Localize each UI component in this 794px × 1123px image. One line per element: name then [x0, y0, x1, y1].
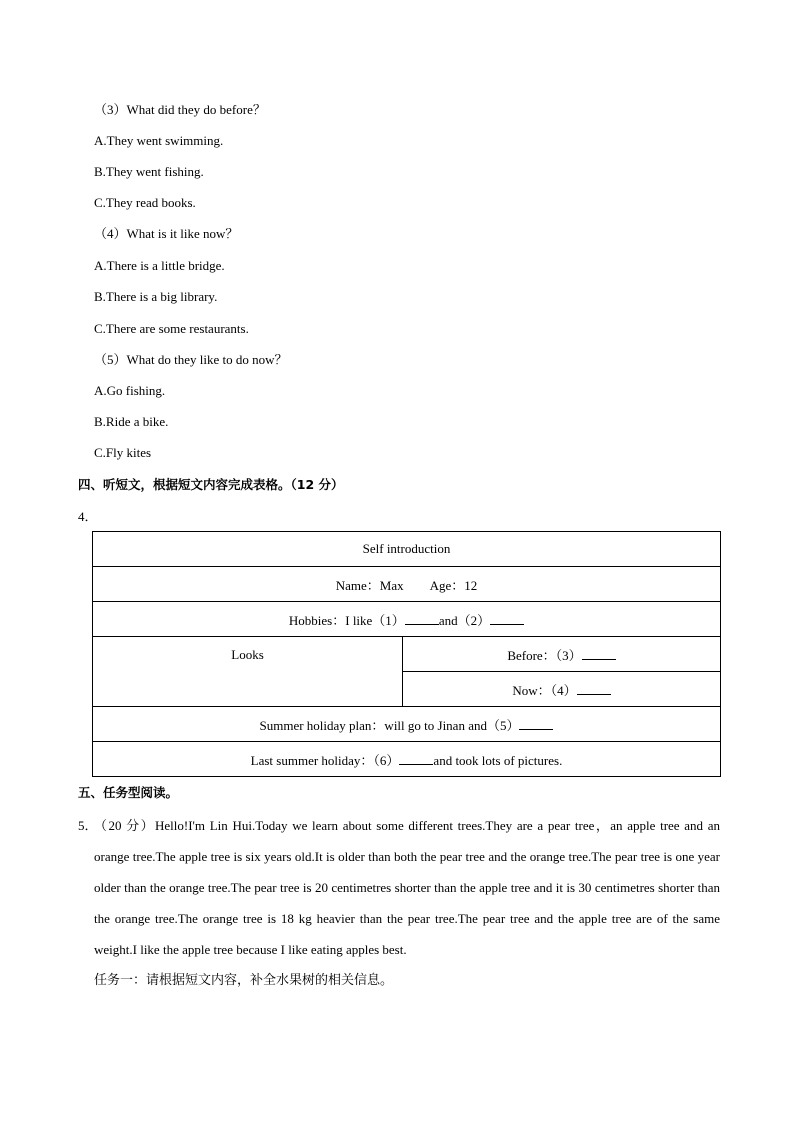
- now-cell: [403, 672, 721, 707]
- blank-4: [577, 682, 611, 695]
- q5-option-a: A.Go fishing.: [94, 383, 166, 398]
- summer-plan-label: Summer holiday plan：will go to Jinan and（5）: [259, 717, 520, 733]
- q3-option-c: C.They read books.: [94, 195, 196, 210]
- section-4-heading: 四、听短文，根据短文内容完成表格。（12 分）: [78, 477, 344, 492]
- task-1-instruction: 任务一：请根据短文内容，补全水果树的相关信息。: [94, 973, 394, 988]
- question-5: （5）What do they like to do now？: [94, 352, 288, 367]
- before-label: Before：（3）: [507, 647, 582, 663]
- q5-option-b: B.Ride a bike.: [94, 414, 169, 429]
- q4-option-b: B.There is a big library.: [94, 289, 218, 304]
- last-summer-suffix: and took lots of pictures.: [433, 752, 563, 768]
- before-cell: [403, 637, 721, 672]
- name-age-cell: Name：Max Age：12: [93, 567, 721, 602]
- blank-5: [519, 717, 553, 730]
- self-introduction-table: [92, 531, 721, 777]
- q3-option-a: A.They went swimming.: [94, 133, 224, 148]
- section-5-heading: 五、任务型阅读。: [78, 785, 179, 800]
- summer-plan-cell: [93, 707, 721, 742]
- table-title: Self introduction: [93, 532, 721, 567]
- question-3: （3）What did they do before？: [94, 102, 266, 117]
- last-summer-prefix: Last summer holiday：（6）: [250, 752, 400, 768]
- looks-cell: Looks: [93, 637, 403, 707]
- blank-3: [582, 647, 616, 660]
- q5-option-c: C.Fly kites: [94, 445, 152, 460]
- last-summer-cell: [93, 742, 721, 777]
- question-number-4: 4．: [78, 509, 98, 524]
- question-4: （4）What is it like now？: [94, 226, 239, 241]
- q4-option-a: A.There is a little bridge.: [94, 258, 225, 273]
- blank-6: [399, 752, 433, 765]
- blank-1: [405, 612, 439, 625]
- hobbies-mid: and（2）: [438, 612, 491, 628]
- now-label: Now：（4）: [512, 682, 577, 698]
- q3-option-b: B.They went fishing.: [94, 164, 204, 179]
- blank-2: [490, 612, 524, 625]
- reading-passage: （20 分）Hello!I'm Lin Hui.Today we learn about some different trees.They are a pear tree，an apple tree and an orange tree.The apple tree is six years old.It is older than both the pear tree and the orange tree.The pear tree is one year older than the orange tree.The pear tree is 20 centimetres shorter than the apple tree and it is 30 centimetres shorter than the orange tree.The orange tree is 18 kg heavier than the pear tree.The pear tree and the apple tree are of the same weight.I like the apple tree because I like eating apples best.: [94, 818, 720, 957]
- q4-option-c: C.There are some restaurants.: [94, 321, 249, 336]
- hobbies-cell: [93, 602, 721, 637]
- question-number-5: 5．: [78, 818, 98, 833]
- hobbies-prefix: Hobbies：I like（1）: [288, 612, 405, 628]
